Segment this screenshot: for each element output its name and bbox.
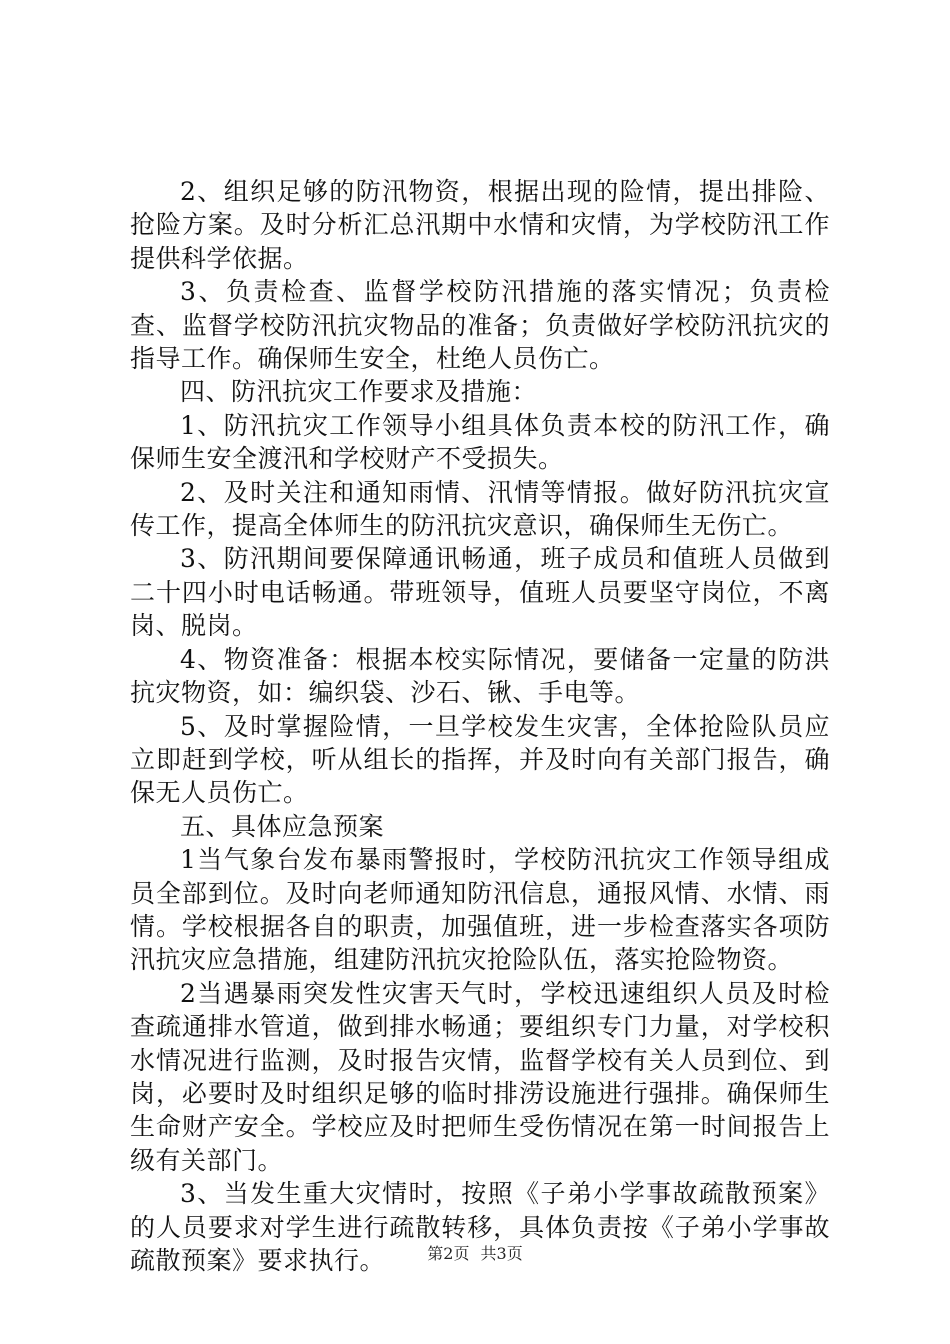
paragraph-6: 4、物资准备：根据本校实际情况，要储备一定量的防洪抗灾物资，如：编织袋、沙石、锹、手电等。	[130, 644, 830, 708]
page-number: 第2页	[427, 1244, 470, 1263]
paragraph-1: 2、组织足够的防汛物资，根据出现的险情，提出排险、抢险方案。及时分析汇总汛期中水情和灾情，为学校防汛工作提供科学依据。	[130, 177, 830, 273]
paragraph-7: 5、及时掌握险情，一旦学校发生灾害，全体抢险队员应立即赶到学校，听从组长的指挥，并及时向有关部门报告，确保无人员伤亡。	[130, 711, 830, 808]
paragraph-3: 1、防汛抗灾工作领导小组具体负责本校的防汛工作，确保师生安全渡汛和学校财产不受损失。	[130, 410, 830, 474]
page-footer	[0, 1241, 950, 1264]
paragraph-5: 3、防汛期间要保障通讯畅通，班子成员和值班人员做到二十四小时电话畅通。带班领导，值班人员要坚守岗位，不离岗、脱岗。	[130, 544, 830, 641]
section-heading-4: 四、防汛抗灾工作要求及措施：	[180, 377, 538, 407]
paragraph-8: 1当气象台发布暴雨警报时，学校防汛抗灾工作领导组成员全部到位。及时向老师通知防汛信息，通报风情、水情、雨情。学校根据各自的职责，加强值班，进一步检查落实各项防汛抗灾应急措施，组建防汛抗灾抢险队伍，落实抢险物资。	[130, 845, 830, 975]
page-total: 共3页	[480, 1244, 523, 1263]
paragraph-4: 2、及时关注和通知雨情、汛情等情报。做好防汛抗灾宣传工作，提高全体师生的防汛抗灾意识，确保师生无伤亡。	[130, 477, 830, 541]
paragraph-10: 3、当发生重大灾情时，按照《子弟小学事故疏散预案》的人员要求对学生进行疏散转移，具体负责按《子弟小学事故疏散预案》要求执行。	[130, 1179, 830, 1275]
document-body	[130, 175, 830, 1277]
section-heading-5: 五、具体应急预案	[180, 811, 385, 841]
paragraph-9: 2当遇暴雨突发性灾害天气时，学校迅速组织人员及时检查疏通排水管道，做到排水畅通；要组织专门力量，对学校积水情况进行监测，及时报告灾情，监督学校有关人员到位、到岗，必要时及时组织足够的临时排涝设施进行强排。确保师生生命财产安全。学校应及时把师生受伤情况在第一时间报告上级有关部门。	[130, 978, 830, 1175]
paragraph-2: 3、负责检查、监督学校防汛措施的落实情况；负责检查、监督学校防汛抗灾物品的准备；负责做好学校防汛抗灾的指导工作。确保师生安全，杜绝人员伤亡。	[130, 277, 830, 374]
